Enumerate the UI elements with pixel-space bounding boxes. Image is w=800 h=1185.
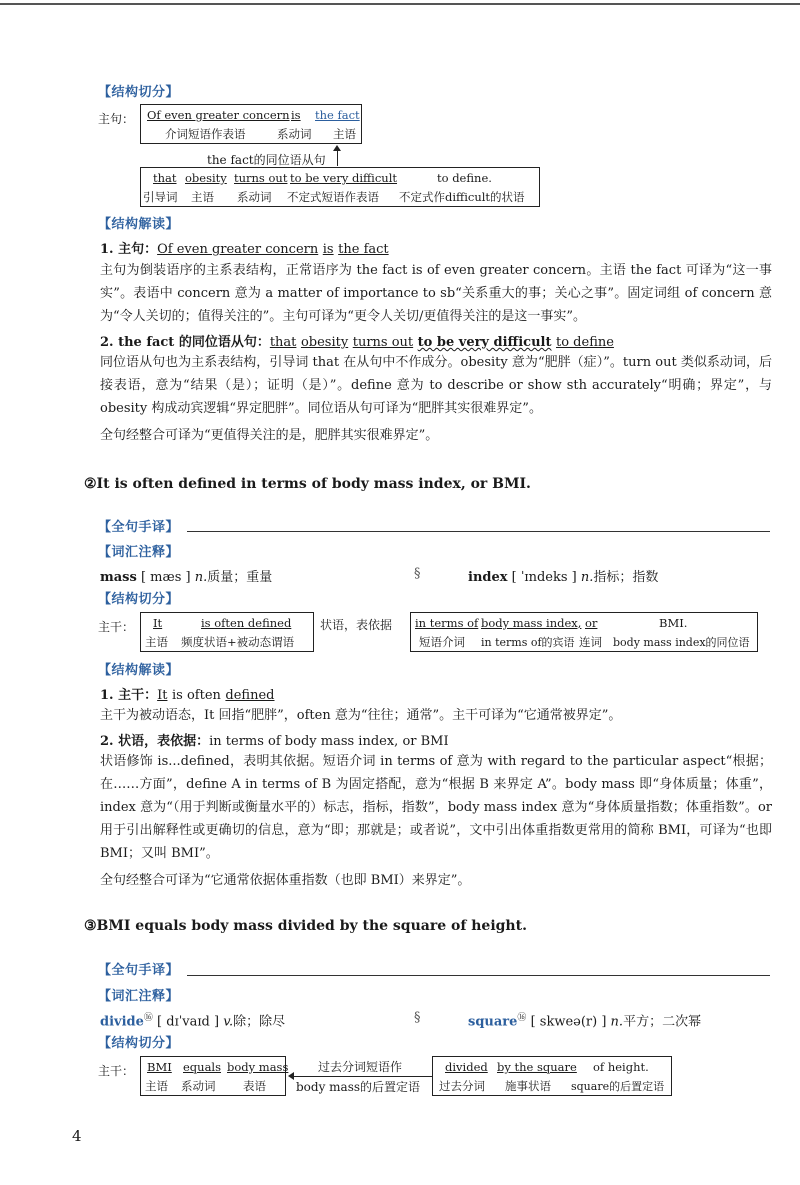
interp2-h1-part-2: defined [225,688,275,703]
mc1-word-0: Of even greater concern [147,108,290,122]
main-trunk-box-3 [140,1056,289,1096]
ad2-role-1: in terms of的宾语 [481,636,575,649]
mt3-word-2: body mass [227,1060,289,1074]
ac-word-4: to define. [437,171,492,185]
main-clause-box-1 [140,104,362,144]
arrow-up-icon [333,145,341,151]
vocab-mass-word: mass [100,570,137,585]
vocab-square-sup: ⑯ [517,1013,527,1023]
participle-label-top: 过去分词短语作 [318,1060,403,1074]
main-trunk-label-2: 主干： [98,620,135,634]
arrow-left-icon [288,1072,294,1080]
vocab-index-ipa: [ ˈɪndeks ] [511,570,577,585]
label-structure-split-1: 【结构切分】 [98,85,180,100]
mt2-word-1: is often defined [201,616,292,630]
ac-role-1: 主语 [191,190,214,204]
interp1-h2-part-1: obesity [300,335,349,350]
mt2-role-0: 主语 [145,635,168,649]
ad2-word-0: in terms of [415,616,479,630]
appositive-label: the fact的同位语从句 [207,153,326,167]
label-structure-split-2: 【结构切分】 [98,592,180,607]
main-trunk-box-2 [140,612,314,652]
ad2-word-3: BMI. [659,616,688,630]
label-vocab-3: 【词汇注释】 [98,989,180,1004]
pp3-role-1: 施事状语 [505,1079,551,1093]
pp3-role-0: 过去分词 [439,1079,485,1093]
vocab-divide-pos: v. [223,1014,234,1030]
interp1-heading-1 [100,238,389,257]
vocab-separator-3: § [414,1010,421,1025]
vocab-mass [100,566,272,585]
ad2-role-3: body mass index的同位语 [613,636,750,649]
vocab-mass-ipa: [ mæs ] [140,570,191,585]
interp1-h1-part-2: the fact [338,242,389,257]
vocab-square-meaning: 平方；二次幂 [623,1014,702,1030]
interp2-h1-part-0: It [157,688,168,703]
label-structure-interp-2: 【结构解读】 [98,663,180,678]
vocab-square-ipa: [ skweə(r) ] [530,1014,607,1030]
interp1-heading-2 [100,331,614,350]
ac-role-2: 系动词 [237,190,272,204]
ac-word-2: turns out [234,171,288,185]
vocab-separator-2: § [414,566,421,581]
pp3-word-1: by the square [497,1060,577,1074]
ac-role-0: 引导词 [143,190,178,204]
vocab-index-pos: n. [580,570,594,585]
mt3-word-1: equals [183,1060,222,1074]
appositive-clause-box [140,167,540,207]
vocab-divide [100,1010,285,1029]
interp2-para-1: 主干为被动语态，It 回指“肥胖”，often 意为“往往；通常”。主干可译为“它通常被界定”。 [100,708,622,723]
interp2-h2-num: 2. 状语，表依据： [100,734,210,749]
participle-box-3 [432,1056,672,1096]
main-clause-label-1: 主句： [98,112,135,126]
ac-word-0: that [153,171,177,185]
adverbial-box-2 [410,612,758,652]
vocab-square-word: square [468,1014,518,1030]
vocab-index-word: index [468,570,508,585]
ac-role-3: 不定式短语作表语 [287,190,379,204]
vocab-square-pos: n. [610,1014,624,1030]
interp1-para-2: 同位语从句也为主系表结构，引导词 that 在从句中不作成分。obesity 意为“肥胖（症）”。turn out 类似系动词，后接表语，意为“结果（是）；证明（是）”。define 意为 to describe or show sth accurately“明确；界定”，与 obesity 构成动宾逻辑“界定肥胖”。同位语从句可译为“肥胖其实很难界定”。 [100,355,772,416]
interp1-para-3: 全句经整合可译为“更值得关注的是，肥胖其实很难界定”。 [100,428,439,443]
vocab-index-meaning: 指标；指数 [593,570,659,585]
participle-label-bottom: body mass的后置定语 [296,1080,421,1094]
ac-role-4: 不定式作difficult的状语 [399,190,525,204]
vocab-divide-ipa: [ dɪˈvaɪd ] [157,1014,220,1030]
vocab-mass-meaning: 质量；重量 [207,570,273,585]
interp1-h2-part-0: that [269,335,297,350]
mc1-word-2: the fact [315,108,360,122]
interp2-para-3: 全句经整合可译为“它通常依据体重指数（也即 BMI）来界定”。 [100,873,471,888]
interp2-para-2: 状语修饰 is...defined，表明其依据。短语介词 in terms of 意为 with regard to the particular aspect“根据；在……方面”，define A in terms of B 为固定搭配，意为“根据 B 来界定 A”。body mass 即“身体质量；体重”，index 意为“（用于判断或衡量水平的）标志，指标，指数”，body mass index 意为“身体质量指数；体重指数”。or 用于引出解释性或更确切的信息，意为“即；那就是；或者说”，文中引出体重指数更常用的简称 BMI，可译为“也即 BMI；又叫 BMI”。 [100,754,772,861]
vocab-square [468,1010,701,1029]
mt3-role-2: 表语 [243,1079,266,1093]
translate-line-3[interactable] [187,975,770,976]
sentence-2: ②It is often defined in terms of body mass index, or BMI. [84,476,531,492]
interp1-h2-part-2: turns out [352,335,414,350]
vocab-mass-pos: n. [194,570,208,585]
interp2-h1-num: 1. 主干： [100,688,158,703]
mt2-role-1: 频度状语+被动态谓语 [181,635,295,649]
mt3-word-0: BMI [147,1060,172,1074]
top-rule [0,3,800,5]
interp1-h2-part-3: to be very difficult [417,335,552,350]
label-structure-interp-1: 【结构解读】 [98,217,180,232]
ad2-role-0: 短语介词 [419,635,465,649]
label-translate-2: 【全句手译】 [98,520,180,535]
mc1-role-0: 介词短语作表语 [165,127,246,141]
translate-line-2[interactable] [187,531,770,532]
mt2-word-0: It [153,616,163,630]
participle-arrow-line [292,1076,432,1077]
interp1-h1-part-0: Of even greater concern [157,242,319,257]
vocab-divide-word: divide [100,1014,144,1030]
interp2-h2-rest: in terms of body mass index, or BMI [209,734,449,749]
page-number: 4 [72,1127,82,1145]
interp1-h2-part-4: to define [556,335,614,350]
vocab-divide-meaning: 除；除尽 [233,1014,286,1030]
vocab-divide-sup: ⑯ [143,1013,153,1023]
interp2-h1-part-1: is often [172,688,221,703]
mc1-role-2: 主语 [333,127,356,141]
pp3-word-2: of height. [593,1060,649,1074]
mc1-role-1: 系动词 [277,127,312,141]
interp1-h1-num: 1. 主句： [100,242,158,257]
sentence-3: ③BMI equals body mass divided by the square of height. [84,918,527,934]
main-trunk-label-3: 主干： [98,1064,135,1078]
adverbial-label: 状语，表依据 [320,618,393,632]
ac-word-1: obesity [185,171,227,185]
ad2-word-1: body mass index, [481,616,582,630]
interp2-heading-2 [100,730,449,749]
label-structure-split-3: 【结构切分】 [98,1036,180,1051]
interp1-h2-num: 2. the fact 的同位语从句： [100,335,270,350]
ad2-role-2: 连词 [579,635,602,649]
label-translate-3: 【全句手译】 [98,963,180,978]
pp3-role-2: square的后置定语 [571,1080,665,1093]
interp1-para-1: 主句为倒装语序的主系表结构，正常语序为 the fact is of even greater concern。主语 the fact 可译为“这一事实”。表语中 concern 意为 a matter of importance to sb“关系重大的事；关心之事”。固定词组 of concern 意为“令人关切的；值得关注的”。主句可译为“更令人关切/更值得关注的是这一事实”。 [100,263,772,324]
mc1-word-1: is [291,108,301,122]
pp3-word-0: divided [445,1060,488,1074]
ad2-word-2: or [585,616,598,630]
ac-word-3: to be very difficult [290,171,398,185]
vocab-index [468,566,658,585]
mt3-role-0: 主语 [145,1079,168,1093]
interp1-h1-part-1: is [322,242,334,257]
interp2-heading-1 [100,684,275,703]
label-vocab-2: 【词汇注释】 [98,545,180,560]
mt3-role-1: 系动词 [181,1079,216,1093]
